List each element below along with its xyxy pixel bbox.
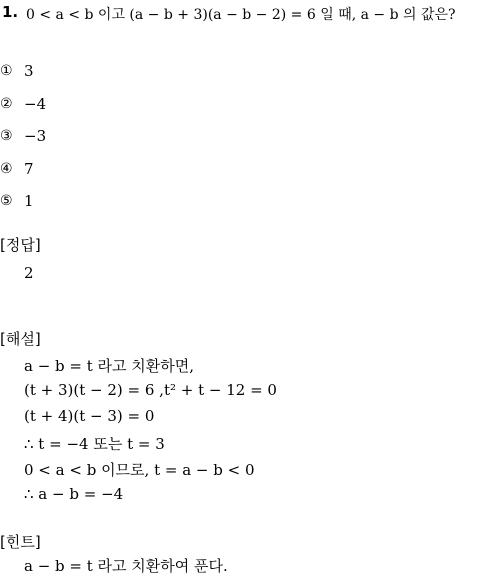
choice-2-mark: ② [0,96,13,112]
explanation-line-1: a − b = t 라고 치환하면, [24,357,195,375]
explanation-line-4: ∴ t = −4 또는 t = 3 [24,435,165,453]
choice-2-value: −4 [24,95,47,113]
explanation-line-2: (t + 3)(t − 2) = 6 ,t² + t − 12 = 0 [24,381,277,399]
choice-5-value: 1 [24,192,34,210]
answer-value: 2 [24,264,34,282]
choice-5[interactable] [0,192,34,210]
choice-4-value: 7 [24,160,34,178]
choice-2[interactable] [0,95,46,113]
choice-1-value: 3 [24,62,34,80]
choice-1[interactable] [0,62,34,80]
choice-4-mark: ④ [0,161,13,177]
explanation-label: [해설] [0,330,41,348]
choice-3-value: −3 [24,127,47,145]
choice-4[interactable] [0,160,34,178]
explanation-line-5: 0 < a < b 이므로, t = a − b < 0 [24,461,255,479]
hint-text: a − b = t 라고 치환하여 푼다. [24,557,228,575]
answer-label: [정답] [0,236,41,254]
choice-1-mark: ① [0,63,13,79]
explanation-line-3: (t + 4)(t − 3) = 0 [24,407,155,425]
explanation-line-6: ∴ a − b = −4 [24,485,124,503]
choice-3-mark: ③ [0,128,13,144]
hint-label: [힌트] [0,533,41,551]
choice-5-mark: ⑤ [0,193,13,209]
question-number: 1. [2,3,19,21]
choice-3[interactable] [0,127,46,145]
question-text: 0 < a < b 이고 (a − b + 3)(a − b − 2) = 6 일 때, a − b 의 값은? [26,7,456,23]
